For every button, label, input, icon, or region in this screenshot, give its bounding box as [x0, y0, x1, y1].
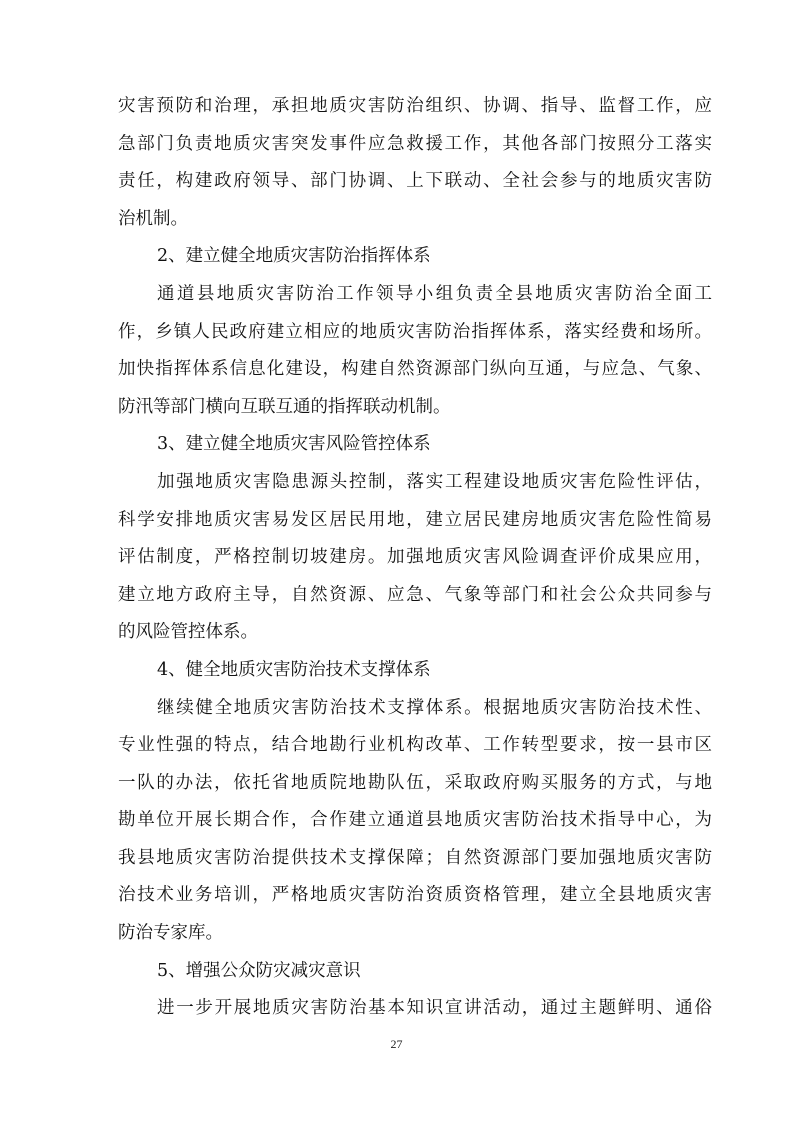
text-line: 治机制。 — [118, 208, 188, 229]
text-line: 专业性强的特点，结合地勘行业机构改革、工作转型要求，按一县市区 — [118, 735, 712, 756]
text-line: 的风险管控体系。 — [118, 622, 258, 643]
text-line: 急部门负责地质灾害突发事件应急救援工作，其他各部门按照分工落实 — [118, 133, 712, 154]
text-line: 4、健全地质灾害防治技术支撑体系 — [157, 659, 431, 680]
document-body — [118, 88, 712, 1028]
text-line: 通道县地质灾害防治工作领导小组负责全县地质灾害防治全面工 — [157, 283, 712, 304]
text-line: 继续健全地质灾害防治技术支撑体系。根据地质灾害防治技术性、 — [157, 697, 712, 718]
text-line: 防治专家库。 — [118, 923, 223, 944]
text-line: 2、建立健全地质灾害防治指挥体系 — [157, 246, 431, 267]
text-line: 作，乡镇人民政府建立相应的地质灾害防治指挥体系，落实经费和场所。 — [118, 321, 712, 342]
text-line: 5、增强公众防灾减灾意识 — [157, 960, 361, 981]
text-line: 责任，构建政府领导、部门协调、上下联动、全社会参与的地质灾害防 — [118, 171, 712, 192]
text-line: 灾害预防和治理，承担地质灾害防治组织、协调、指导、监督工作，应 — [118, 96, 712, 116]
text-line: 我县地质灾害防治提供技术支撑保障；自然资源部门要加强地质灾害防 — [118, 847, 712, 868]
text-line: 评估制度，严格控制切坡建房。加强地质灾害风险调查评价成果应用， — [118, 547, 712, 568]
page-number: 27 — [390, 1037, 403, 1051]
text-line: 治技术业务培训，严格地质灾害防治资质资格管理，建立全县地质灾害 — [118, 885, 712, 906]
text-line: 加强地质灾害隐患源头控制，落实工程建设地质灾害危险性评估， — [157, 471, 712, 492]
text-line: 科学安排地质灾害易发区居民用地，建立居民建房地质灾害危险性简易 — [118, 509, 712, 530]
text-line: 加快指挥体系信息化建设，构建自然资源部门纵向互通，与应急、气象、 — [118, 359, 712, 380]
text-line: 勘单位开展长期合作，合作建立通道县地质灾害防治技术指导中心，为 — [118, 810, 712, 831]
text-line: 防汛等部门横向互联互通的指挥联动机制。 — [118, 396, 451, 417]
text-line: 一队的办法，依托省地质院地勘队伍，采取政府购买服务的方式，与地 — [118, 772, 712, 793]
text-line: 进一步开展地质灾害防治基本知识宣讲活动，通过主题鲜明、通俗 — [157, 998, 712, 1019]
text-line: 建立地方政府主导，自然资源、应急、气象等部门和社会公众共同参与 — [118, 584, 712, 605]
text-line: 3、建立健全地质灾害风险管控体系 — [157, 434, 431, 455]
